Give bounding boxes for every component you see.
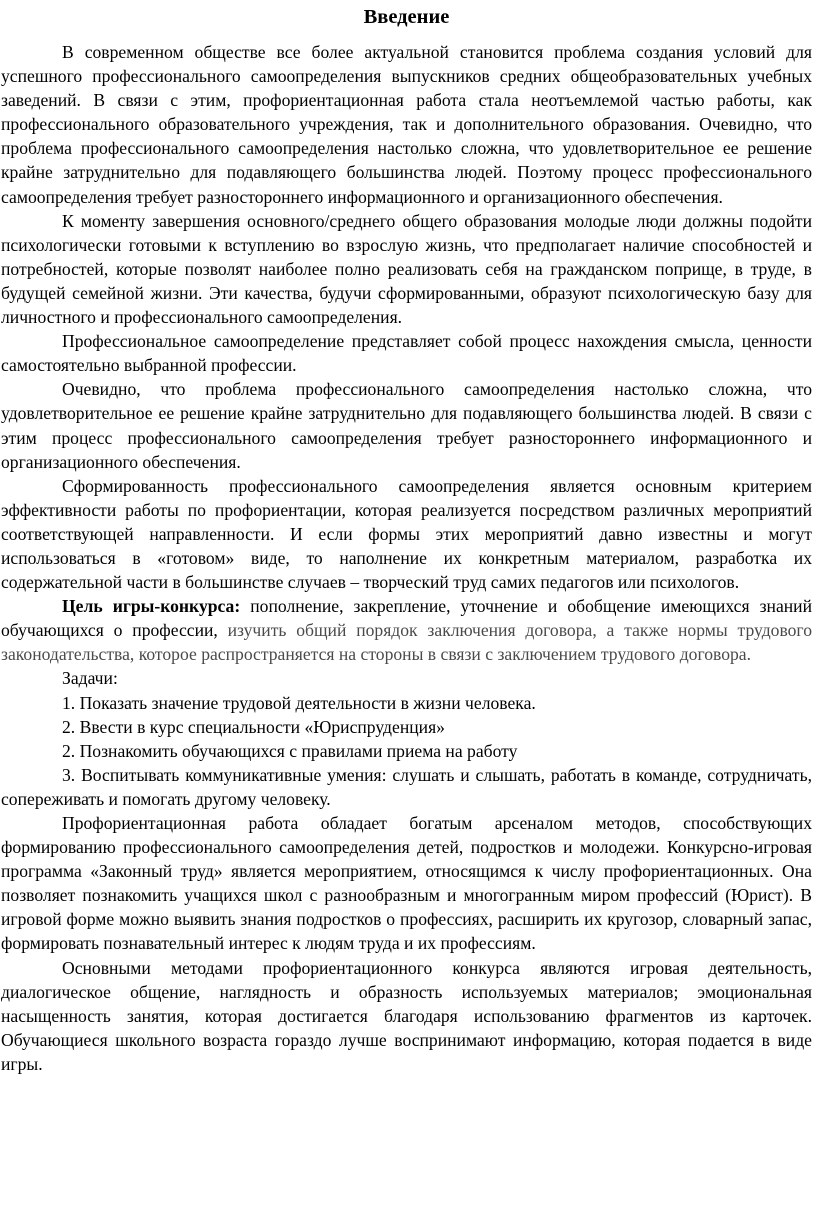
- task-item: 3. Воспитывать коммуникативные умения: слушать и слышать, работать в команде, сотрудничать, сопереживать и помогать другому человеку.: [1, 764, 812, 809]
- paragraph-methods-arsenal: Профориентационная работа обладает богатым арсеналом методов, способствующих формированию профессионального самоопределения детей, подростков и молодежи. Конкурсно-игровая программа «Законный труд» является мероприятием, относящимся к числу профориентационных. Она позволяет познакомить учащихся школ с разнообразным и многогранным миром профессий (Юрист). В игровой форме можно выявить знания подростков о профессиях, расширить их кругозор, словарный запас, формировать познавательный интерес к людям труда и их профессиям.: [1, 813, 812, 954]
- paragraph-goal: [1, 594, 812, 666]
- tasks-heading: Задачи:: [62, 668, 118, 689]
- paragraph-main-methods: Основными методами профориентационного конкурса являются игровая деятельность, диалогическое общение, наглядность и образность используемых материалов; эмоциональная насыщенность занятия, которая достигается благодаря использованию фрагментов из карточек. Обучающиеся школьного возраста гораздо лучше воспринимают информацию, которая подается в виде игры.: [1, 957, 812, 1074]
- paragraph-intro: В современном обществе все более актуальной становится проблема создания условий для успешного профессионального самоопределения выпускников средних общеобразовательных учебных заведений. В связи с этим, профориентационная работа стала неотъемлемой частью работы, как профессионального образовательного учреждения, так и дополнительного образования. Очевидно, что проблема профессионального самоопределения настолько сложна, что удовлетворительное ее решение крайне затруднительно для подавляющего большинства людей. Поэтому процесс профессионального самоопределения требует разностороннего информационного и организационного обеспечения.: [1, 42, 812, 207]
- task-item: 1. Показать значение трудовой деятельности в жизни человека.: [62, 692, 536, 713]
- goal-label: Цель игры-конкурса:: [62, 596, 241, 617]
- document-title: Введение: [363, 6, 450, 28]
- paragraph-definition: Профессиональное самоопределение представляет собой процесс нахождения смысла, ценности самостоятельно выбранной профессии.: [1, 331, 812, 376]
- paragraph-criterion: Сформированность профессионального самоопределения является основным критерием эффективности работы по профориентации, которая реализуется посредством различных мероприятий соответствующей направленности. И если формы этих мероприятий давно известны и могут использоваться в «готовом» виде, то наполнение их конкретным материалом, разработка их содержательной части в большинстве случаев – творческий труд самих педагогов или психологов.: [1, 475, 812, 593]
- paragraph-complexity: Очевидно, что проблема профессионального самоопределения настолько сложна, что удовлетворительное ее решение крайне затруднительно для подавляющего большинства людей. В связи с этим процесс профессионального самоопределения требует разностороннего информационного и организационного обеспечения.: [1, 379, 812, 472]
- paragraph-readiness: К моменту завершения основного/среднего общего образования молодые люди должны подойти психологически готовыми к вступлению во взрослую жизнь, что предполагает наличие способностей и потребностей, которые позволят наиболее полно реализовать себя на гражданском поприще, в труде, в будущей семейной жизни. Эти качества, будучи сформированными, образуют психологическую базу для личностного и профессионального самоопределения.: [1, 210, 812, 328]
- goal-gray-text: изучить общий порядок заключения договора, а также нормы трудового законодательства, которое распространяется на стороны в связи с заключением трудового договора.: [1, 620, 813, 665]
- goal-text: пополнение, закрепление, уточнение и обобщение имеющихся знаний обучающихся о профессии,: [1, 596, 813, 641]
- task-item: 2. Познакомить обучающихся с правилами приема на работу: [62, 740, 518, 761]
- task-item: 2. Ввести в курс специальности «Юриспруденция»: [62, 716, 445, 737]
